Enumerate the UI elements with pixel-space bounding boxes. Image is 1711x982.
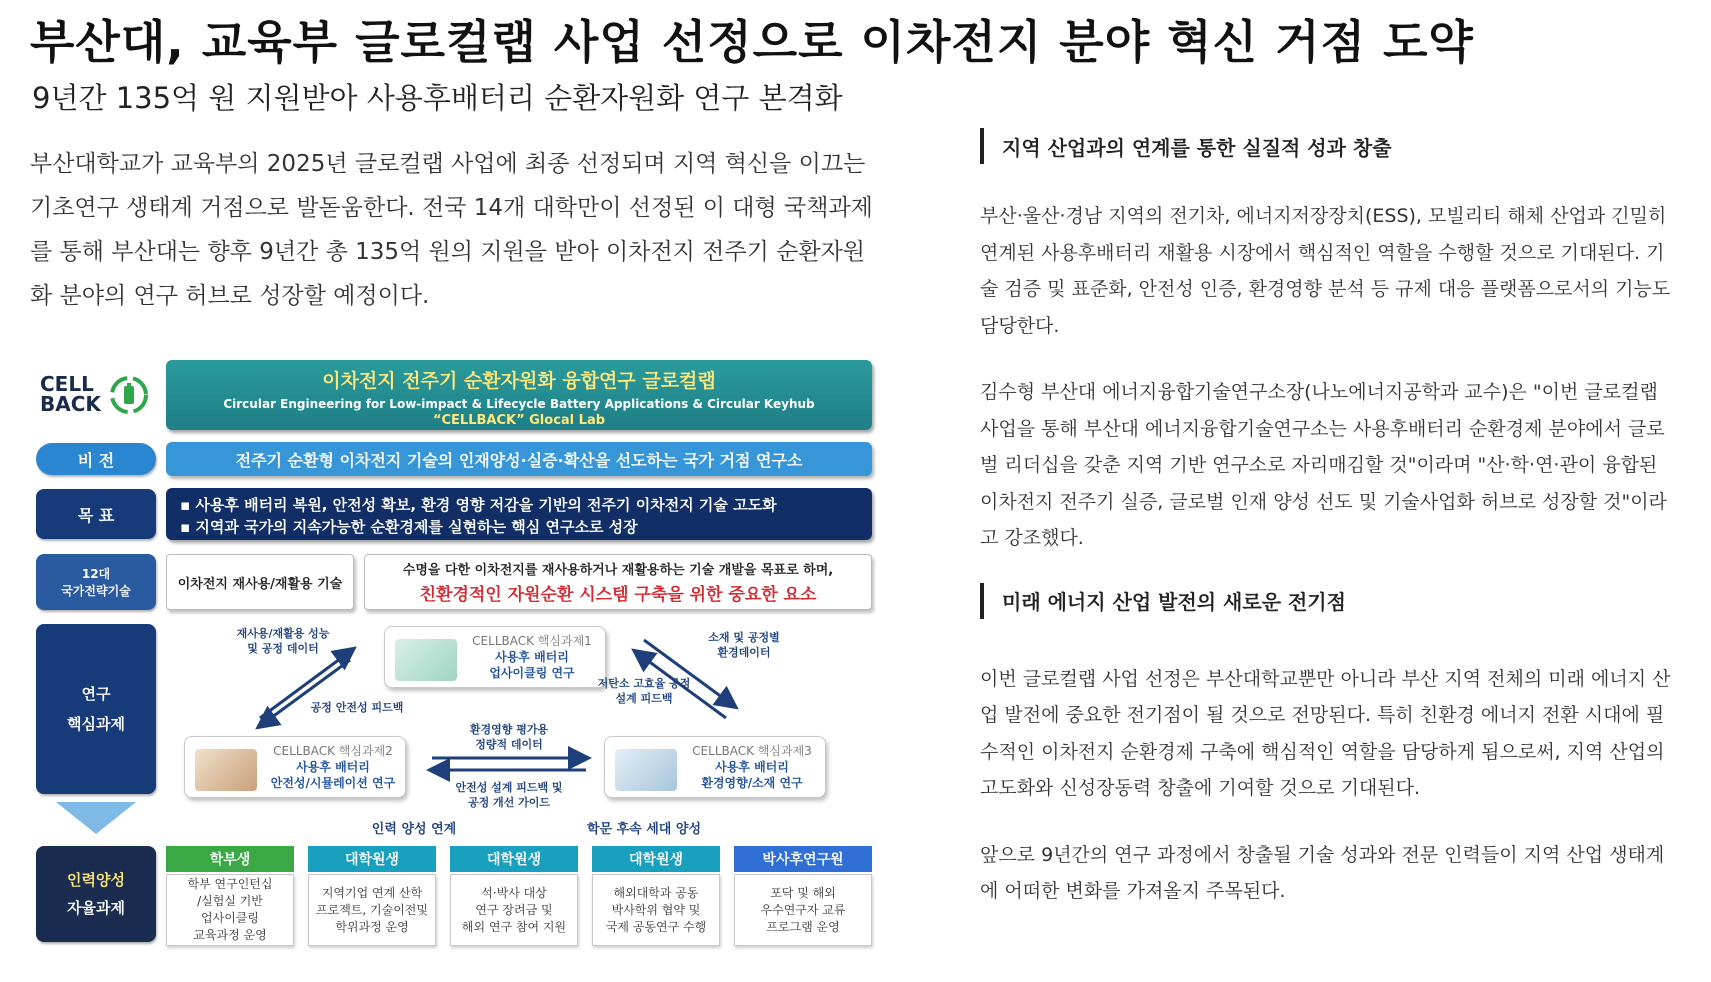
flow-label-c bbox=[684, 630, 804, 660]
paragraph-line: 김수형 부산대 에너지융합기술연구소장(나노에너지공학과 교수)은 "이번 글로컬랩 bbox=[980, 381, 1658, 403]
flow-label-line: 정량적 데이터 bbox=[475, 738, 543, 751]
flow-label-line: 재사용/재활용 성능 bbox=[236, 627, 330, 640]
flow-label-line: 환경영향 평가용 bbox=[469, 723, 549, 736]
section-paragraph bbox=[980, 837, 1690, 910]
paragraph-line: 에 어떠한 변화를 가져올지 주목된다. bbox=[980, 880, 1286, 902]
hr-label-line: 자율과제 bbox=[67, 899, 125, 917]
hr-column-line: 교육과정 운영 bbox=[193, 928, 267, 942]
core-task-tag: CELLBACK 핵심과제1 bbox=[472, 634, 592, 648]
hr-column-body bbox=[734, 874, 872, 946]
vision-text: 전주기 순환형 이차전지 기술의 인재양성·실증·확산을 선도하는 국가 거점 연구소 bbox=[166, 442, 872, 476]
logo-text-cell: CELL bbox=[40, 372, 94, 396]
lead-paragraph bbox=[30, 142, 880, 318]
paragraph-line: 술 검증 및 표준화, 안전성 인증, 환경영향 분석 등 규제 대응 플랫폼으로서의 기능도 bbox=[980, 278, 1671, 300]
hr-column-line: /실험실 기반 bbox=[197, 894, 263, 908]
lead-line: 화 분야의 연구 허브로 성장할 예정이다. bbox=[30, 283, 430, 309]
core-task-line: 환경영향/소재 연구 bbox=[701, 776, 803, 790]
lead-line: 를 통해 부산대는 향후 9년간 총 135억 원의 지원을 받아 이차전지 전주기 순환자원 bbox=[30, 239, 866, 265]
hr-column-line: 박사학위 협약 및 bbox=[611, 902, 701, 917]
paragraph-line: 부산·울산·경남 지역의 전기차, 에너지저장장치(ESS), 모빌리티 해체 산업과 긴밀히 bbox=[980, 205, 1667, 227]
cellback-infographic bbox=[34, 356, 876, 966]
hr-column-line: 학부 연구인턴십 bbox=[187, 877, 273, 891]
article-subheadline: 9년간 135억 원 지원받아 사용후배터리 순환자원화 연구 본격화 bbox=[32, 81, 843, 115]
core-task-line: 사용후 배터리 bbox=[495, 650, 569, 664]
flow-label-a bbox=[198, 626, 368, 656]
hr-column-head: 대학원생 bbox=[308, 846, 436, 872]
hr-column-line: 프로그램 운영 bbox=[766, 919, 840, 934]
flow-label-e bbox=[434, 722, 584, 752]
research-label-line: 연구 bbox=[81, 685, 111, 703]
core-task-line: 업사이클링 연구 bbox=[489, 666, 575, 680]
hr-label-line: 인력양성 bbox=[67, 871, 125, 889]
hr-column-body bbox=[450, 874, 578, 946]
research-label-line: 핵심과제 bbox=[67, 715, 125, 733]
flow-label-b: 공정 안전성 피드백 bbox=[310, 701, 404, 714]
infographic-title-en2: “CELLBACK” Glocal Lab bbox=[432, 413, 606, 428]
core-task-line: 사용후 배터리 bbox=[296, 760, 370, 774]
hr-column-line: 프로젝트, 기술이전및 bbox=[316, 902, 428, 917]
hr-column-line: 해외 연구 참여 지원 bbox=[461, 919, 567, 934]
flow-label-line: 공정 개선 가이드 bbox=[467, 796, 551, 809]
hr-label bbox=[36, 846, 156, 942]
section-heading: 지역 산업과의 연계를 통한 실질적 성과 창출 bbox=[980, 128, 1690, 164]
hr-column-head: 대학원생 bbox=[450, 846, 578, 872]
flow-label-line: 및 공정 데이터 bbox=[247, 642, 319, 655]
section-paragraph bbox=[980, 661, 1690, 807]
flow-label-line: 소재 및 공정별 bbox=[708, 631, 780, 644]
paragraph-line: 담당한다. bbox=[980, 314, 1060, 337]
paragraph-line: 업 발전에 중요한 전기점이 될 것으로 전망된다. 특히 친환경 에너지 전환 시대에 필 bbox=[980, 704, 1665, 726]
paragraph-line: 이번 글로컬랩 사업 선정은 부산대학교뿐만 아니라 부산 지역 전체의 미래 에너지 산 bbox=[980, 667, 1671, 690]
flow-label-d bbox=[574, 676, 714, 706]
infographic-title-en: Circular Engineering for Low-impact & Lifecycle Battery Applications & Circular Keyhub bbox=[223, 397, 815, 411]
hr-column-body bbox=[166, 874, 294, 946]
flow-label-line: 설계 피드백 bbox=[615, 692, 673, 705]
goal-label: 목 표 bbox=[36, 489, 156, 539]
article-right-column bbox=[980, 128, 1690, 910]
hr-column-line: 포닥 및 해외 bbox=[770, 885, 836, 900]
core-task-line: 안전성/시뮬레이션 연구 bbox=[270, 776, 396, 790]
article-headline: 부산대, 교육부 글로컬랩 사업 선정으로 이차전지 분야 혁신 거점 도약 bbox=[30, 15, 1474, 69]
paragraph-line: 사업을 통해 부산대 에너지융합기술연구소는 사용후배터리 순환경제 분야에서 글로 bbox=[980, 417, 1665, 440]
core-task-line: 사용후 배터리 bbox=[715, 760, 789, 774]
section-paragraph bbox=[980, 374, 1690, 557]
goal-item: ▪ 사용후 배터리 복원, 안전성 확보, 환경 영향 저감을 기반의 전주기 이차전지 기술 고도화 bbox=[180, 496, 777, 514]
hr-column-line: 해외대학과 공동 bbox=[613, 885, 699, 900]
core-task-tag: CELLBACK 핵심과제2 bbox=[273, 744, 393, 758]
section-paragraph bbox=[980, 198, 1690, 344]
flow-label-line: 저탄소 고효율 공정 bbox=[597, 677, 691, 690]
hr-column-line: 연구 장려금 및 bbox=[475, 902, 553, 917]
vision-label: 비 전 bbox=[36, 443, 156, 475]
paragraph-line: 앞으로 9년간의 연구 과정에서 창출될 기술 성과와 전문 인력들이 지역 산업 생태계 bbox=[980, 843, 1665, 866]
section-heading: 미래 에너지 산업 발전의 새로운 전기점 bbox=[980, 583, 1690, 619]
flow-label-f bbox=[424, 780, 594, 810]
link-label-right: 학문 후속 세대 양성 bbox=[586, 822, 702, 837]
flow-label-line: 안전성 설계 피드백 및 bbox=[455, 781, 563, 794]
goal-item: ▪ 지역과 국가의 지속가능한 순환경제를 실현하는 핵심 연구소로 성장 bbox=[180, 518, 638, 536]
hr-column-line: 국제 공동연구 수행 bbox=[605, 919, 707, 934]
hr-column-line: 석·박사 대상 bbox=[481, 885, 547, 900]
logo-text-back: BACK bbox=[40, 392, 101, 416]
paragraph-line: 벌 리더십을 갖춘 지역 기반 연구소로 자리매김할 것"이라며 "산·학·연·관이 융합된 bbox=[980, 454, 1658, 476]
hr-column-head: 대학원생 bbox=[592, 846, 720, 872]
paragraph-line: 이차전지 전주기 실증, 글로벌 인재 양성 선도 및 기술사업화 허브로 성장할 것"이라 bbox=[980, 490, 1667, 513]
strategy-desc-line2: 친환경적인 자원순환 시스템 구축을 위한 중요한 요소 bbox=[419, 585, 817, 605]
hr-column-line: 우수연구자 교류 bbox=[760, 902, 846, 917]
strategy-tech: 이차전지 재사용/재활용 기술 bbox=[166, 554, 354, 610]
hr-column-body bbox=[308, 874, 436, 946]
paragraph-line: 수적인 이차전지 순환경제 구축에 핵심적인 역할을 담당하게 됨으로써, 지역 산업의 bbox=[980, 740, 1665, 763]
hr-column-head: 박사후연구원 bbox=[734, 846, 872, 872]
lead-line: 기초연구 생태계 거점으로 발돋움한다. 전국 14개 대학만이 선정된 이 대형 국책과제 bbox=[30, 195, 873, 221]
lead-line: 부산대학교가 교육부의 2025년 글로컬랩 사업에 최종 선정되며 지역 혁신을 이끄는 bbox=[30, 151, 866, 177]
hr-column-head: 학부생 bbox=[166, 846, 294, 872]
strategy-label-line: 국가전략기술 bbox=[61, 584, 131, 598]
infographic-title: 이차전지 전주기 순환자원화 융합연구 글로컬랩 bbox=[322, 370, 716, 392]
strategy-label-line: 12대 bbox=[81, 567, 111, 581]
paragraph-line: 연계된 사용후배터리 재활용 시장에서 핵심적인 역할을 수행할 것으로 기대된다. 기 bbox=[980, 241, 1665, 264]
core-task-tag: CELLBACK 핵심과제3 bbox=[692, 744, 812, 758]
paragraph-line: 고 강조했다. bbox=[980, 527, 1084, 549]
paragraph-line: 고도화와 신성장동력 창출에 기여할 것으로 기대된다. bbox=[980, 777, 1421, 799]
hr-column-line: 지역기업 연계 산학 bbox=[321, 885, 423, 900]
flow-label-line: 환경데이터 bbox=[717, 646, 771, 659]
hr-column-line: 학위과정 운영 bbox=[335, 919, 409, 934]
strategy-desc-line1: 수명을 다한 이차전지를 재사용하거나 재활용하는 기술 개발을 목표로 하며, bbox=[402, 563, 834, 578]
hr-column-body bbox=[592, 874, 720, 946]
link-label-left: 인력 양성 연계 bbox=[371, 822, 457, 837]
hr-column-line: 업사이클링 bbox=[201, 911, 259, 925]
